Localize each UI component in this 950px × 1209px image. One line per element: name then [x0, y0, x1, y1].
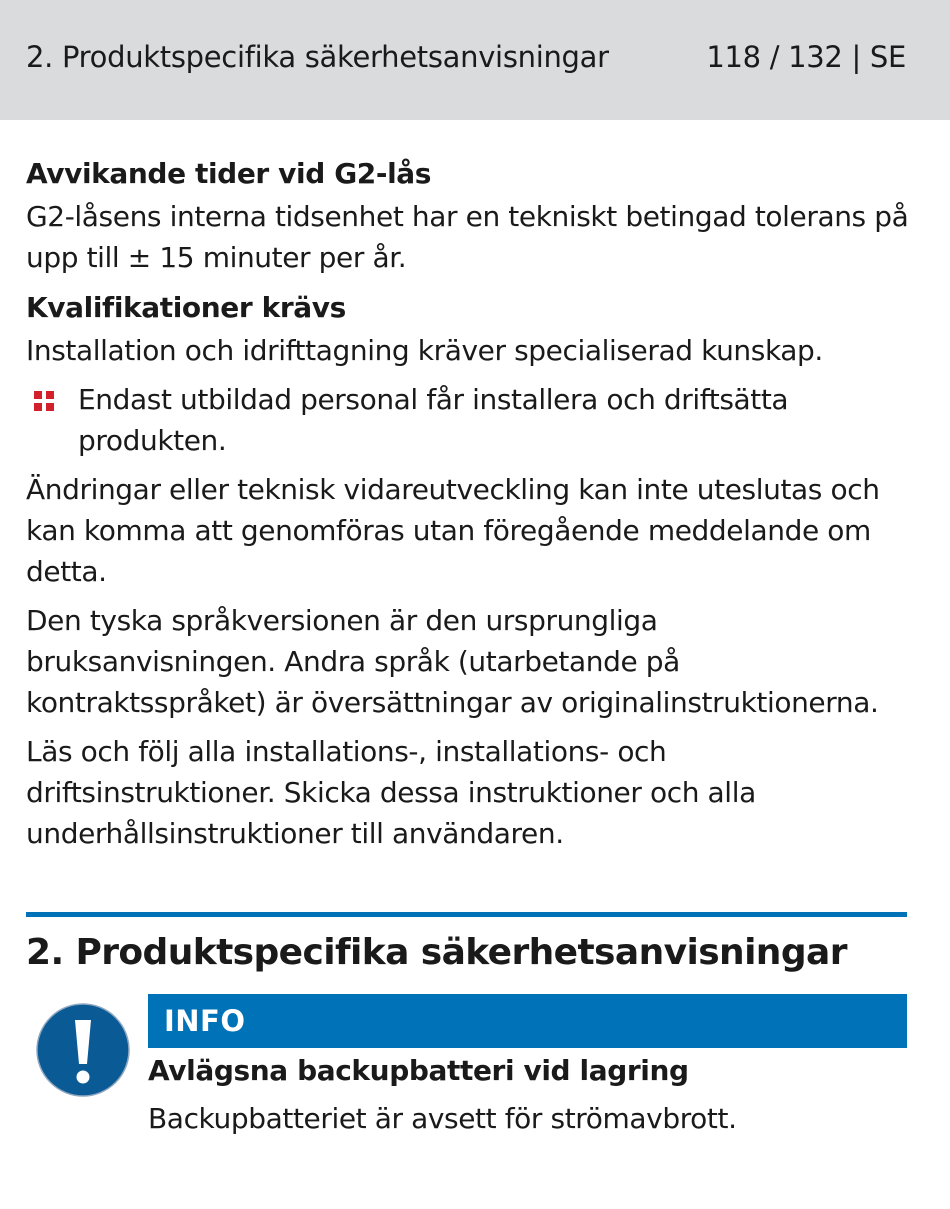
info-text: Backupbatteriet är avsett för strömavbrott.: [148, 1102, 737, 1135]
qualification-bullet: [26, 379, 910, 461]
document-body: [26, 152, 910, 862]
language-paragraph: Den tyska språkversionen är den ursprungliga bruksanvisningen. Andra språk (utarbetande på kontraktsspråket) är översättningar av originalinstruktionerna.: [26, 604, 879, 719]
info-bar: [148, 994, 907, 1048]
g2-heading: Avvikande tider vid G2-lås: [26, 157, 432, 190]
section-title: 2. Produktspecifika säkerhetsanvisningar: [26, 932, 847, 973]
qualification-bullet-text: Endast utbildad personal får installera och driftsätta produkten.: [78, 383, 789, 457]
page-header: [0, 0, 950, 120]
header-page-info: 118 / 132 | SE: [706, 40, 906, 74]
section-divider: [26, 912, 907, 917]
exclamation-circle-icon: [35, 1002, 131, 1098]
qualification-paragraph: Installation och idrifttagning kräver specialiserad kunskap.: [26, 334, 823, 367]
info-heading: Avlägsna backupbatteri vid lagring: [148, 1054, 689, 1087]
qualification-heading: Kvalifikationer krävs: [26, 291, 346, 324]
info-label: INFO: [164, 1004, 246, 1038]
red-squares-bullet-icon: [34, 391, 54, 411]
instructions-paragraph: Läs och följ alla installations-, installations- och driftsinstruktioner. Skicka dessa instruktioner och alla underhållsinstruktioner till användaren.: [26, 735, 756, 850]
g2-paragraph: G2-låsens interna tidsenhet har en tekniskt betingad tolerans på upp till ± 15 minuter per år.: [26, 200, 909, 274]
header-section-title: 2. Produktspecifika säkerhetsanvisningar: [26, 40, 609, 74]
changes-paragraph: Ändringar eller teknisk vidareutveckling kan inte uteslutas och kan komma att genomföras utan föregående meddelande om detta.: [26, 473, 880, 588]
